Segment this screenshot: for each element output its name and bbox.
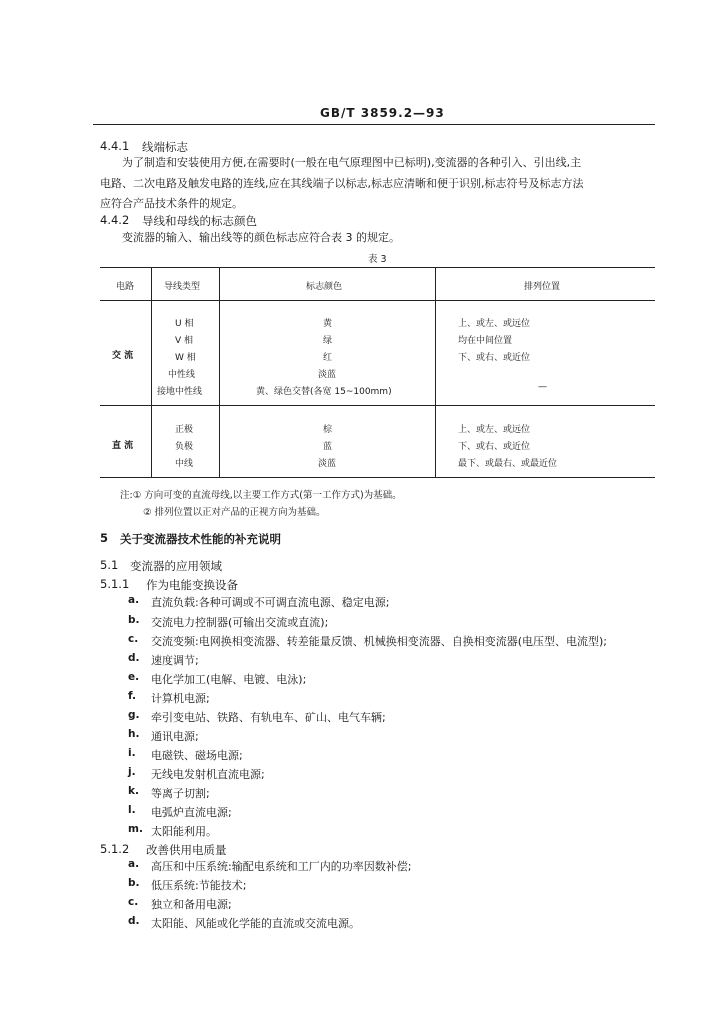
list-item: 通讯电源; [151, 730, 199, 743]
list-item: 计算机电源; [151, 692, 210, 705]
list-item-marker: k. [128, 785, 139, 797]
list-item-marker: d. [128, 915, 140, 927]
table-top-rule [100, 267, 655, 268]
table-cell: W 相 [175, 353, 196, 363]
table-cell: 最下、或最右、或最近位 [458, 459, 558, 469]
list-item: 电化学加工(电解、电镀、电泳); [151, 673, 307, 686]
table-cell: 红 [323, 353, 333, 363]
list-item-marker: j. [128, 766, 136, 778]
list-item-marker: b. [128, 877, 140, 889]
list-item-marker: g. [128, 709, 140, 721]
table-cell: 中线 [175, 459, 194, 469]
list-item: 牵引变电站、铁路、有轨电车、矿山、电气车辆; [151, 711, 386, 724]
list-item-marker: h. [128, 728, 140, 740]
table-cell: 中性线 [168, 370, 196, 380]
list-item: 速度调节; [151, 654, 199, 667]
table-col-divider [151, 267, 152, 477]
list-item-marker: c. [128, 896, 139, 908]
section-number: 4.4.1 [100, 139, 130, 153]
table-cell: 淡蓝 [318, 370, 337, 380]
standard-code: GB/T 3859.2—93 [320, 106, 445, 120]
list-item-marker: d. [128, 652, 140, 664]
table-cell: 上、或左、或远位 [458, 425, 531, 435]
table-caption: 表 3 [368, 254, 387, 265]
list-item-marker: m. [128, 823, 143, 835]
table-circuit-cell: 直 流 [112, 441, 134, 451]
table-cell: 棕 [323, 425, 333, 435]
section-title: 改善供用电质量 [146, 843, 227, 857]
table-col-divider [435, 267, 436, 477]
table-header-cell: 导线类型 [164, 282, 201, 292]
list-item: 电弧炉直流电源; [151, 806, 232, 819]
table-col-divider [219, 267, 220, 477]
list-item-marker: l. [128, 804, 136, 816]
table-group-rule [100, 405, 655, 406]
table-cell: 黄 [323, 319, 333, 329]
table-cell: — [538, 382, 547, 392]
section-title: 变流器的应用领域 [130, 559, 222, 573]
list-item-marker: a. [128, 594, 140, 606]
table-bottom-rule [100, 477, 655, 478]
list-item-marker: a. [128, 858, 140, 870]
list-item-marker: i. [128, 747, 136, 759]
paragraph-line: 应符合产品技术条件的规定。 [100, 197, 243, 210]
list-item: 低压系统:节能技术; [151, 879, 247, 892]
table-cell: 淡蓝 [318, 459, 337, 469]
paragraph-line: 变流器的输入、输出线等的颜色标志应符合表 3 的规定。 [122, 231, 400, 244]
paragraph-line: 电路、二次电路及触发电路的连线,应在其线端子以标志,标志应清晰和便于识别,标志符号及标志方法 [100, 177, 584, 190]
table-cell: 蓝 [323, 442, 333, 452]
list-item: 独立和备用电源; [151, 898, 232, 911]
list-item-marker: c. [128, 633, 139, 645]
list-item: 等离子切割; [151, 787, 210, 800]
list-item: 直流负载:各种可调或不可调直流电源、稳定电源; [151, 596, 390, 609]
table-cell: 均在中间位置 [458, 336, 513, 346]
table-cell: 正极 [175, 425, 194, 435]
table-cell: 绿 [323, 336, 333, 346]
table-header-cell: 标志颜色 [306, 282, 343, 292]
table-cell: 上、或左、或远位 [458, 319, 531, 329]
list-item: 交流变频:电网换相变流器、转差能量反馈、机械换相变流器、自换相变流器(电压型、电流型); [151, 635, 607, 648]
list-item: 无线电发射机直流电源; [151, 768, 265, 781]
section-title: 导线和母线的标志颜色 [142, 214, 257, 228]
section-title: 作为电能变换设备 [146, 578, 238, 592]
table-cell: 接地中性线 [157, 387, 203, 397]
section-number: 5 [100, 531, 109, 545]
list-item: 高压和中压系统:输配电系统和工厂内的功率因数补偿; [151, 860, 412, 873]
table-cell: 负极 [175, 442, 194, 452]
header-rule [93, 124, 655, 125]
table-cell: U 相 [175, 319, 194, 329]
list-item: 太阳能利用。 [151, 825, 217, 838]
section-title: 线端标志 [142, 140, 188, 154]
section-number: 5.1.1 [100, 577, 130, 591]
table-cell: 下、或右、或近位 [458, 353, 531, 363]
paragraph-line: 为了制造和安装使用方便,在需要时(一般在电气原理图中已标明),变流器的各种引入、引出线,主 [122, 156, 582, 169]
list-item: 电磁铁、磁场电源; [151, 749, 243, 762]
table-cell: 下、或右、或近位 [458, 442, 531, 452]
table-header-rule [100, 300, 655, 301]
table-note: 注:① 方向可变的直流母线,以主要工作方式(第一工作方式)为基础。 [120, 490, 402, 501]
list-item-marker: b. [128, 614, 140, 626]
table-header-cell: 排列位置 [524, 282, 561, 292]
table-cell: 黄、绿色交替(各宽 15~100mm) [256, 387, 392, 397]
table-cell: V 相 [175, 336, 194, 346]
table-note: ② 排列位置以正对产品的正视方向为基础。 [143, 507, 326, 518]
list-item: 太阳能、风能或化学能的直流或交流电源。 [151, 917, 360, 930]
list-item: 交流电力控制器(可输出交流或直流); [151, 616, 329, 629]
section-number: 5.1 [100, 558, 119, 572]
section-number: 5.1.2 [100, 842, 130, 856]
section-number: 4.4.2 [100, 213, 130, 227]
section-title: 关于变流器技术性能的补充说明 [120, 532, 281, 546]
list-item-marker: e. [128, 671, 140, 683]
table-header-cell: 电路 [116, 282, 135, 292]
list-item-marker: f. [128, 690, 136, 702]
table-circuit-cell: 交 流 [112, 351, 134, 361]
